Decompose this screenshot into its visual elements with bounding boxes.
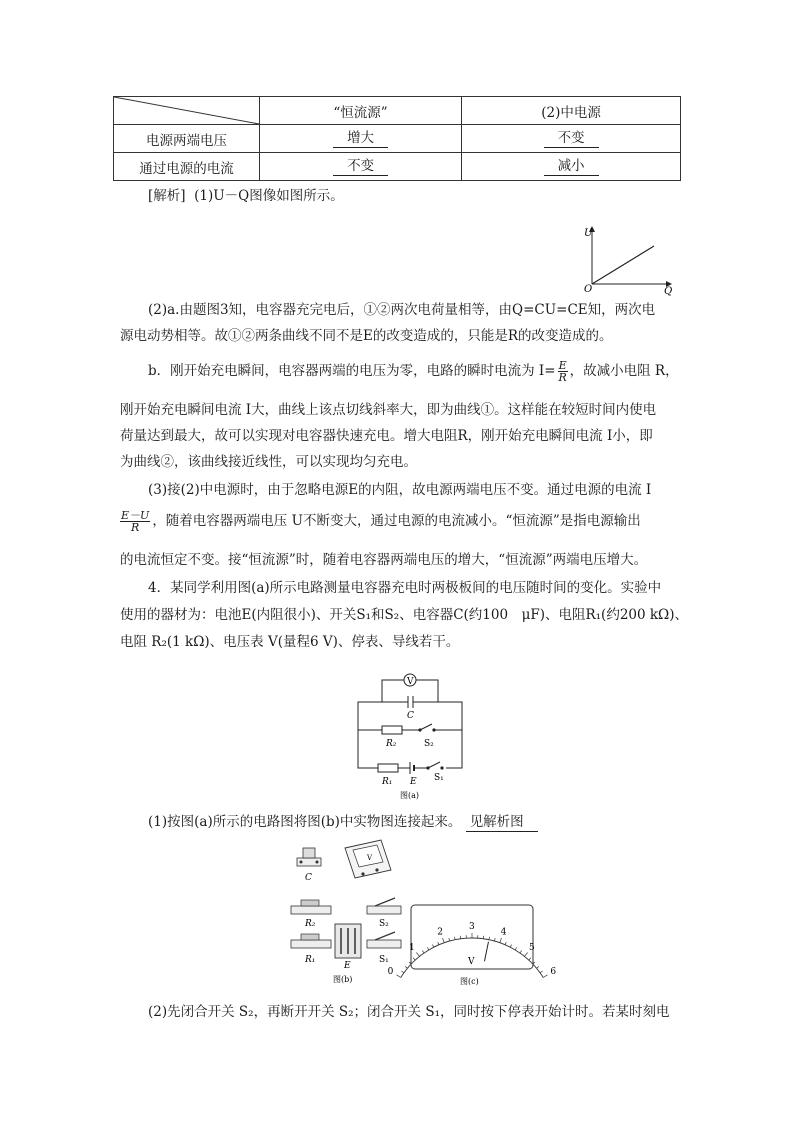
q2-line: (2)先闭合开关 S₂，再断开开关 S₂；闭合开关 S₁，同时按下停表开始计时。若某时刻电 [148, 1004, 670, 1020]
row-label-voltage: 电源两端电压 [114, 125, 260, 153]
dial-tick-label: 3 [469, 922, 475, 932]
table-row [114, 153, 681, 181]
u-q-graph [584, 222, 676, 297]
analysis-p1: (1)U－Q图像如图所示。 [194, 188, 344, 204]
apparatus-figure-b [285, 836, 411, 986]
answer-current-source2: 减小 [544, 157, 599, 176]
battery-component [335, 924, 361, 958]
answer-voltage-source2: 不变 [544, 129, 599, 148]
voltmeter-label: V [407, 677, 414, 687]
fraction-e-over-r: $\frac{E}{R}$ [558, 359, 567, 384]
table-diagonal-cell [114, 97, 260, 125]
analysis-p4-line1: (3)接(2)中电源时，由于忽略电源E的内阻，故电源两端电压不变。通过电源的电流 I [148, 482, 652, 498]
question4-line3: 电阻 R₂(1 kΩ)、电压表 V(量程6 V)、停表、导线若干。 [120, 634, 460, 650]
dial-minor-tick [540, 971, 542, 973]
q1-line [148, 810, 538, 832]
fig-b-r1-label: R₁ [305, 955, 316, 965]
r1-component [291, 934, 331, 948]
dial-tick-label: 1 [409, 943, 415, 954]
capacitor-component [297, 848, 321, 866]
q1-answer: 见解析图 [466, 813, 538, 832]
s1-switch-lever [428, 762, 440, 768]
fig-b-c-label: C [305, 873, 312, 883]
voltmeter-component [345, 840, 391, 878]
fig-b-caption: 图(b) [333, 975, 353, 984]
analysis-p4-line3: 的电流恒定不变。接“恒流源”时，随着电容器两端电压的增大，“恒流源”两端电压增大。 [120, 552, 648, 568]
analysis-p4-line2: $\frac{E-U}{R}$ ，随着电容器两端电压 U不断变大，通过电源的电流减小。“恒流源”是指电源输出 [121, 509, 641, 534]
fig-b-s1-label: S₁ [379, 955, 389, 965]
s2-switch-lever [420, 724, 432, 730]
graph-origin-label: O [584, 284, 593, 295]
fig-b-s2-label: S₂ [379, 919, 389, 929]
analysis-header [148, 184, 344, 204]
s1-label: S₁ [434, 773, 444, 783]
dial-tick-label: 2 [437, 927, 443, 938]
analysis-p2-line2: 源电动势相等。故①②两条曲线不同不是E的改变造成的，只能是R的改变造成的。 [120, 328, 613, 344]
fig-b-r2-label: R₂ [305, 919, 316, 929]
u-q-line [592, 246, 654, 284]
answer-current-constant: 不变 [333, 157, 388, 176]
r2-label: R₂ [386, 739, 397, 749]
row-label-current: 通过电源的电流 [114, 153, 260, 181]
r1-label: R₁ [382, 777, 393, 787]
r2-resistor [382, 726, 402, 734]
diagonal-line [114, 97, 259, 124]
table-header-row [114, 97, 681, 125]
dial-unit-label: V [468, 957, 475, 967]
dial-tick-label: 4 [500, 927, 507, 938]
e-label: E [410, 777, 417, 787]
circuit-diagram-a [348, 660, 476, 800]
analysis-p3-line4: 为曲线②，该曲线接近线性，可以实现均匀充电。 [120, 454, 417, 470]
analysis-tag: [解析] [148, 188, 186, 204]
capacitor-label: C [407, 711, 414, 721]
graph-y-label: U [584, 228, 593, 239]
voltmeter-v-label: V [367, 854, 373, 862]
r2-component [291, 900, 331, 914]
comparison-table [113, 96, 681, 181]
dial-minor-tick [537, 966, 539, 968]
graph-x-label: Q [664, 286, 673, 297]
question4-line1: 4．某同学利用图(a)所示电路测量电容器充电时两极板间的电压随时间的变化。实验中 [148, 580, 662, 596]
dial-tick-label: 5 [528, 943, 535, 954]
table-row [114, 125, 681, 153]
fig-b-e-label: E [344, 961, 351, 971]
s2-label: S₂ [424, 739, 434, 749]
analysis-p3-line2: 刚开始充电瞬间电流 I大，曲线上该点切线斜率大，即为曲线①。这样能在较短时间内使电 [120, 402, 657, 418]
analysis-p2-line1: (2)a.由题图3知，电容器充完电后，①②两次电荷量相等，由Q=CU=CE知，两次电 [148, 302, 656, 318]
analysis-p3-line1: b．刚开始充电瞬间，电容器两端的电压为零，电路的瞬时电流为 I= $\frac{E}{R}$ ，故减小电阻 R， [148, 359, 679, 384]
fig-a-caption: 图(a) [400, 791, 420, 800]
dial-major-tick [543, 975, 547, 978]
question4-line2: 使用的器材为：电池E(内阻很小)、开关S₁和S₂、电容器C(约100 μF)、电阻R₁(约200 kΩ)、 [120, 607, 689, 623]
q1-text: (1)按图(a)所示的电路图将图(b)中实物图连接起来。 [148, 814, 462, 830]
fig-c-caption: 图(c) [460, 977, 479, 986]
analysis-p3-line3: 荷量达到最大，故可以实现对电容器快速充电。增大电阻R，刚开始充电瞬间电流 I小，即 [120, 428, 653, 444]
table-header-constant-current: “恒流源” [260, 97, 462, 125]
dial-tick-label: 6 [550, 967, 557, 978]
fraction-e-minus-u-over-r: $\frac{E-U}{R}$ [121, 509, 150, 534]
table-header-source-2: (2)中电源 [462, 97, 681, 125]
answer-voltage-constant: 增大 [333, 129, 388, 148]
s2-component [367, 898, 401, 914]
r1-resistor [378, 764, 398, 772]
dial-tick-label: 0 [387, 967, 394, 978]
voltmeter-dial-figure-c [387, 904, 557, 988]
s1-component [367, 932, 401, 948]
